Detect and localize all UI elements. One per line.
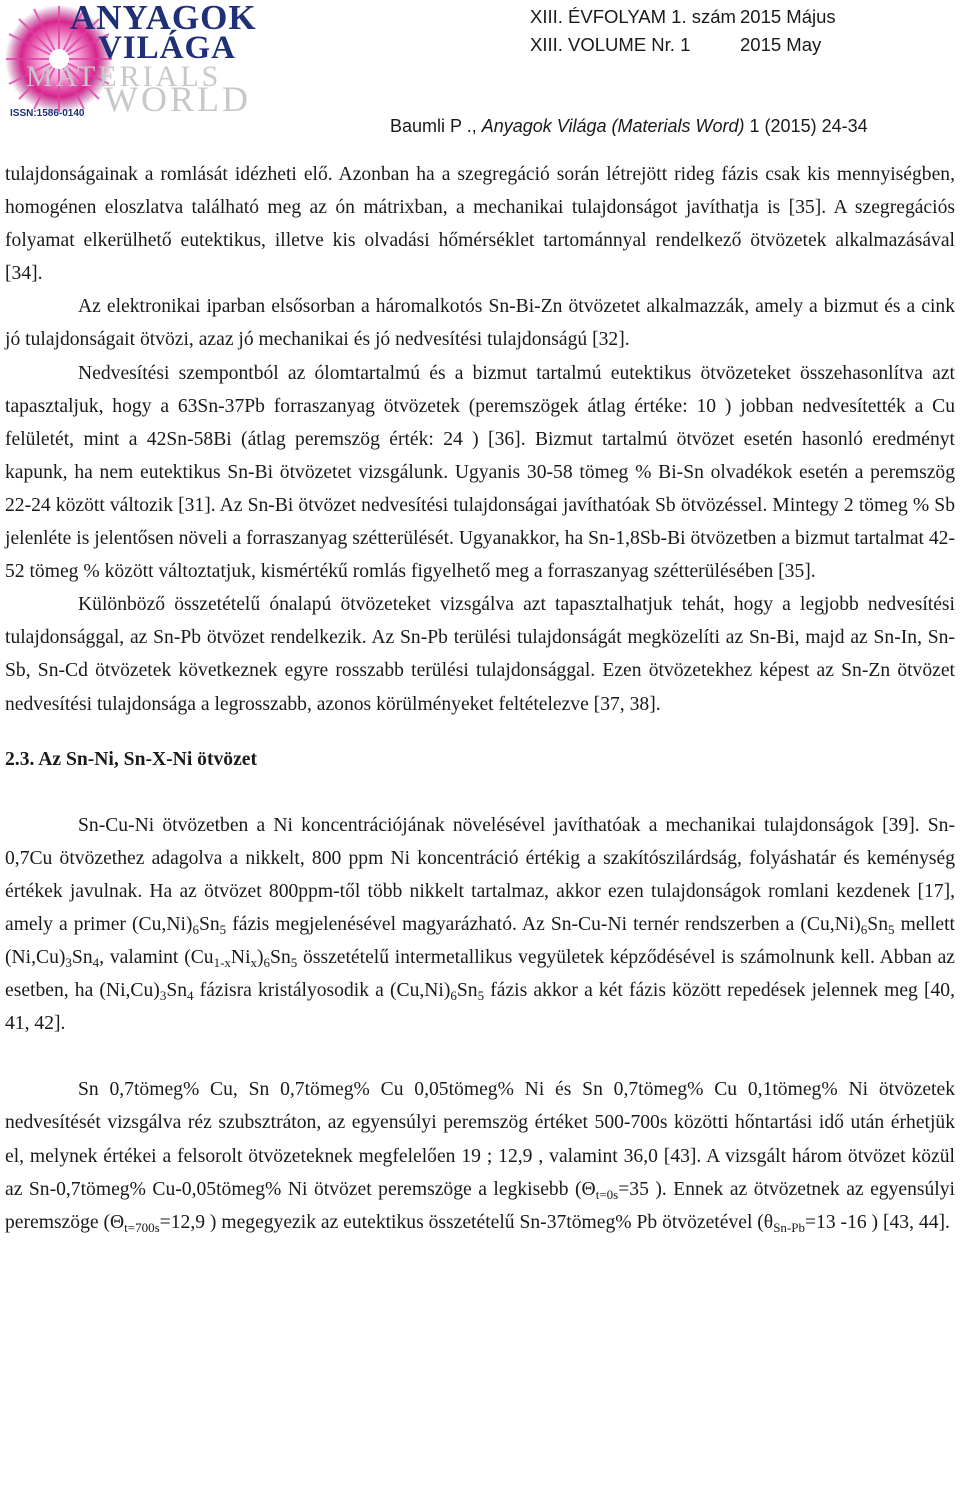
issn-label: ISSN:1586-0140	[10, 108, 85, 119]
volume-en: XIII. VOLUME Nr. 1	[530, 34, 691, 55]
logo-watermark: WORLD	[104, 79, 251, 119]
article-body	[5, 158, 955, 1239]
section-title: Az Sn-Ni, Sn-X-Ni ötvözet	[38, 748, 257, 770]
citation-ref: 1 (2015) 24-34	[749, 116, 868, 136]
page-header	[0, 0, 960, 140]
section-heading	[5, 743, 955, 776]
paragraph: Sn-Cu-Ni ötvözetben a Ni koncentrációjának növelésével javíthatóak a mechanikai tulajdonságok [39]. Sn-0,7Cu ötvözethez adagolva a nikkelt, 800 ppm Ni koncentráció értékig a szakítószilárdság, folyáshatár és keménység értékek javulnak. Ha az ötvözet 800ppm-től több nikkelt tartalmaz, akkor ezen tulajdonságok romlani kezdenek [17], amely a primer $(Cu,Ni)_6Sn_5$ fázis megjelenésével magyarázható. Az Sn-Cu-Ni ternér rendszerben a $(Cu,Ni)_6Sn_5$ mellett $(Ni,Cu)_3Sn_4$, valamint $(Cu_{1-x}Ni_x)_6Sn_5$ összetételű intermetallikus vegyületek képződésével is számolnunk kell. Abban az esetben, ha $(Ni,Cu)_3Sn_4$ fázisra kristályosodik a $(Cu,Ni)_6Sn_5$ fázis akkor a két fázis között repedések jelennek meg [40, 41, 42].	[5, 814, 955, 1035]
logo-watermark: MATERIALS	[26, 60, 222, 93]
citation	[390, 116, 868, 137]
journal-logo	[0, 0, 270, 128]
paragraph: Különböző összetételű ónalapú ötvözeteket vizsgálva azt tapasztalhatjuk tehát, hogy a legjobb nedvesítési tulajdonsággal, az Sn-Pb ötvözet rendelkezik. Az Sn-Pb terülési tulajdonságát megközelíti az Sn-Bi, majd az Sn-In, Sn-Sb, Sn-Cd ötvözetek következnek egyre rosszabb terülési tulajdonsággal. Ezen ötvözetekhez képest az Sn-Zn ötvözet nedvesítési tulajdonsága a legrosszabb, azonos körülményeket feltételezve [37, 38].	[5, 594, 955, 715]
citation-author: Baumli P .,	[390, 116, 477, 136]
paragraph: Sn 0,7tömeg% Cu, Sn 0,7tömeg% Cu 0,05tömeg% Ni és Sn 0,7tömeg% Cu 0,1tömeg% Ni ötvözetek nedvesítését vizsgálva réz szubsztráton, az egyensúlyi peremszög értéket 500-700s közötti hőntartási idő után érhetjük el, melynek értékei a felsorolt ötvözeteknek megfelelően 19 ; 12,9 , valamint 36,0 [43]. A vizsgált három ötvözet közül az Sn-0,7tömeg% Cu-0,05tömeg% Ni ötvözet peremszöge a legkisebb ($\Theta_{t=0s}=35$ ). Ennek az ötvözetnek az egyensúlyi peremszöge ($\Theta_{t=700s}=12,9$ ) megegyezik az eutektikus összetételű Sn-37tömeg% Pb ötvözetével ($\theta_{Sn-Pb}=13$ -16 ) [43, 44].	[5, 1079, 955, 1235]
volume-hu: XIII. ÉVFOLYAM 1. szám	[530, 6, 736, 27]
logo-title: ANYAGOK	[70, 0, 257, 37]
citation-journal: Anyagok Világa (Materials Word)	[481, 116, 745, 136]
logo-title: VILÁGA	[98, 30, 237, 66]
date-hu: 2015 Május	[740, 6, 836, 27]
paragraph: Az elektronikai iparban elsősorban a háromalkotós Sn-Bi-Zn ötvözetet alkalmazzák, amely a bizmut és a cink jó tulajdonságait ötvözi, azaz jó mechanikai és jó nedvesítési tulajdonságú [32].	[5, 296, 955, 351]
paragraph: Nedvesítési szempontból az ólomtartalmú és a bizmut tartalmú eutektikus ötvözeteket összehasonlítva azt tapasztaljuk, hogy a 63Sn-37Pb forraszanyag ötvözetek (peremszögek átlag értéke: 10 ) jobban nedvesítették a Cu felületét, mint a 42Sn-58Bi (átlag peremszög érték: 24 ) [36]. Bizmut tartalmú ötvözet esetén hasonló eredményt kapunk, ha nem eutektikus Sn-Bi ötvözetet vizsgálunk. Ugyanis 30-58 tömeg % Bi-Sn olvadékok esetén a peremszög 22-24 között változik [31]. Az Sn-Bi ötvözet nedvesítési tulajdonságai javíthatóak Sb ötvözéssel. Mintegy 2 tömeg % Sb jelenléte is jelentősen növeli a forraszanyag szétterülését. Ugyanakkor, ha Sn-1,8Sb-Bi ötvözetben a bizmut tartalmat 42-52 tömeg % között változtatjuk, kismértékű romlás figyelhető meg a forraszanyag szétterülésében [35].	[5, 362, 955, 583]
paragraph: tulajdonságainak a romlását idézheti elő. Azonban ha a szegregáció során létrejött rideg fázis csak kis mennyiségben, homogénen eloszlatva található meg az ón mátrixban, a mechanikai tulajdonságot javíthatja is [35]. A szegregációs folyamat elkerülhető eutektikus, illetve kis olvadási hőmérséklet tartománnyal rendelkező ötvözetek alkalmazásával [34].	[5, 164, 955, 285]
section-number: 2.3.	[5, 748, 35, 770]
date-en: 2015 May	[740, 34, 822, 55]
